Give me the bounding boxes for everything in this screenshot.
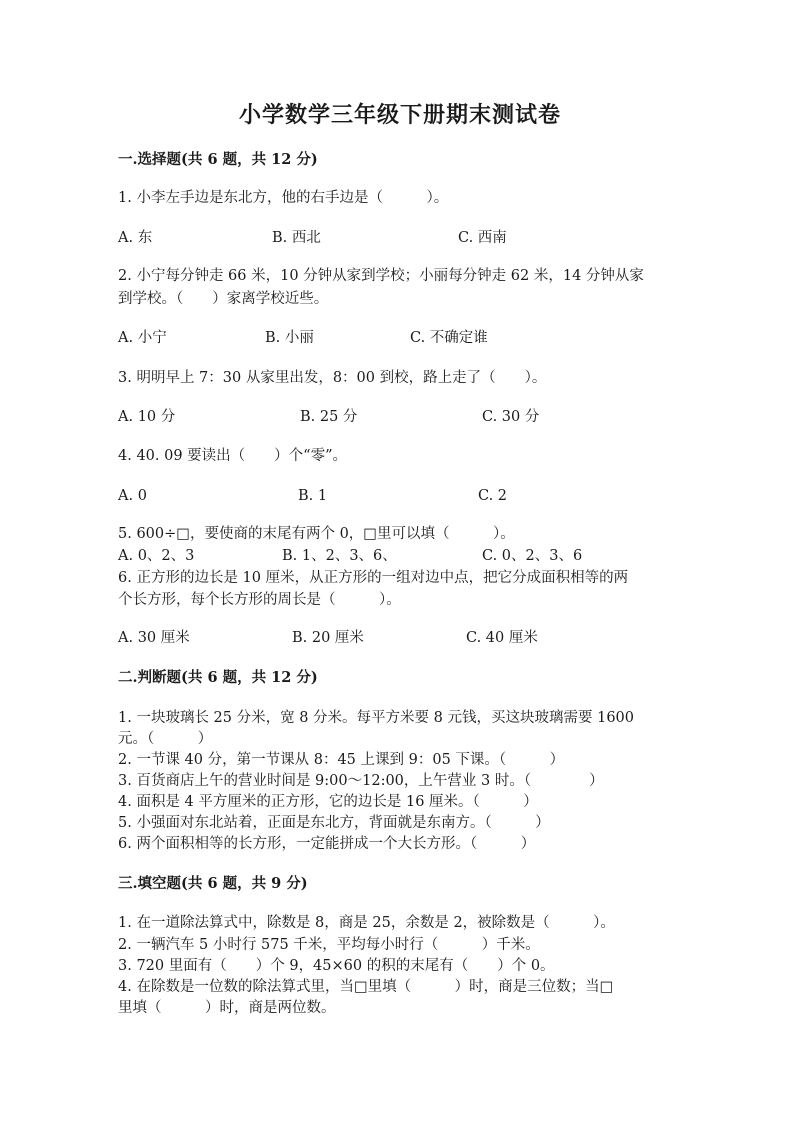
question-3-text: 3. 明明早上 7：30 从家里出发，8：00 到校，路上走了（ ）。	[118, 370, 547, 386]
section-heading-judgment: 二.判断题(共 6 题，共 12 分)	[118, 669, 318, 686]
question-4-text: 4. 40. 09 要读出（ ）个“零”。	[118, 448, 347, 464]
question-5-option-b: B. 1、2、3、6、	[282, 548, 397, 564]
question-1-option-c: C. 西南	[458, 230, 507, 246]
question-3-option-c: C. 30 分	[482, 409, 540, 425]
question-2-text-line2: 到学校。（ ）家离学校近些。	[118, 291, 329, 307]
judgment-line: 5. 小强面对东北站着，正面是东北方，背面就是东南方。（ ）	[118, 815, 550, 831]
judgment-line: 2. 一节课 40 分，第一节课从 8：45 上课到 9：05 下课。（ ）	[118, 752, 565, 768]
question-3-option-b: B. 25 分	[300, 409, 358, 425]
fill-in-line: 3. 720 里面有（ ）个 9，45×60 的积的末尾有（ ）个 0。	[118, 958, 555, 974]
question-6-option-c: C. 40 厘米	[466, 630, 538, 646]
question-1-option-a: A. 东	[118, 230, 153, 246]
question-2-option-c: C. 不确定谁	[410, 330, 488, 346]
question-6-option-a: A. 30 厘米	[118, 630, 190, 646]
fill-in-line: 1. 在一道除法算式中，除数是 8，商是 25，余数是 2，被除数是（ ）。	[118, 915, 615, 931]
question-3-option-a: A. 10 分	[118, 409, 176, 425]
judgment-line: 1. 一块玻璃长 25 分米，宽 8 分米。每平方米要 8 元钱，买这块玻璃需要 1600	[118, 710, 635, 726]
question-1-text: 1. 小李左手边是东北方，他的右手边是（ ）。	[118, 190, 449, 206]
judgment-line: 4. 面积是 4 平方厘米的正方形，它的边长是 16 厘米。（ ）	[118, 794, 538, 810]
question-5-option-c: C. 0、2、3、6	[482, 548, 583, 564]
question-4-option-b: B. 1	[298, 488, 328, 504]
question-5-text: 5. 600÷□，要使商的末尾有两个 0，□里可以填（ ）。	[118, 526, 515, 542]
question-2-option-a: A. 小宁	[118, 330, 167, 346]
judgment-line: 3. 百货商店上午的营业时间是 9:00～12:00，上午营业 3 时。（ ）	[118, 773, 604, 789]
question-6-text-line2: 个长方形，每个长方形的周长是（ ）。	[118, 592, 401, 608]
question-6-text-line1: 6. 正方形的边长是 10 厘米，从正方形的一组对边中点，把它分成面积相等的两	[118, 570, 629, 586]
page-title: 小学数学三年级下册期末测试卷	[238, 102, 561, 128]
judgment-line: 元。（ ）	[118, 731, 213, 747]
judgment-line: 6. 两个面积相等的长方形，一定能拼成一个大长方形。（ ）	[118, 836, 536, 852]
fill-in-line: 2. 一辆汽车 5 小时行 575 千米，平均每小时行（ ）千米。	[118, 937, 540, 953]
fill-in-line: 4. 在除数是一位数的除法算式里，当□里填（ ）时，商是三位数；当□	[118, 979, 614, 995]
question-4-option-a: A. 0	[118, 488, 147, 504]
section-heading-fill-in: 三.填空题(共 6 题，共 9 分)	[118, 875, 308, 892]
question-1-option-b: B. 西北	[272, 230, 321, 246]
question-4-option-c: C. 2	[478, 488, 508, 504]
question-2-option-b: B. 小丽	[265, 330, 314, 346]
section-heading-choice: 一.选择题(共 6 题，共 12 分)	[118, 151, 318, 168]
question-2-text-line1: 2. 小宁每分钟走 66 米，10 分钟从家到学校；小丽每分钟走 62 米，14 分钟从家	[118, 268, 644, 284]
fill-in-line: 里填（ ）时，商是两位数。	[118, 1000, 336, 1016]
question-6-option-b: B. 20 厘米	[292, 630, 364, 646]
question-5-option-a: A. 0、2、3	[118, 548, 195, 564]
